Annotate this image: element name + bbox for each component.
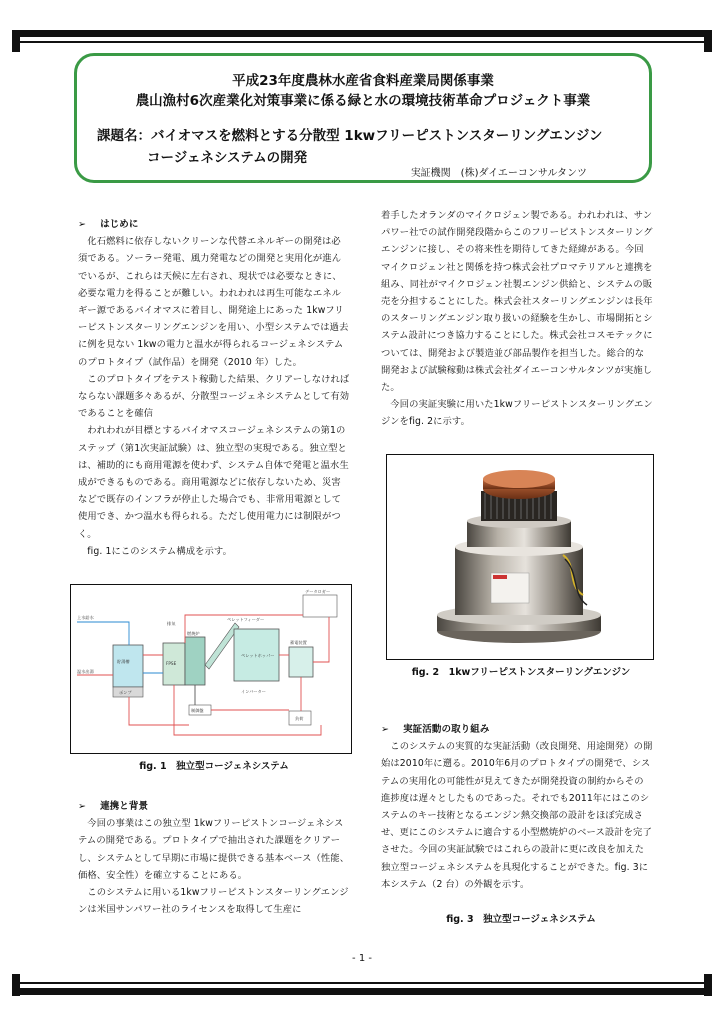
project-title: 農山漁村6次産業化対策事業に係る緑と水の環境技術革命プロジェクト事業 [135, 93, 591, 109]
paragraph: 着手したオランダのマイクロジェン製である。われわれは、サンパワー社での試作開発段階からこのフリーピストンスターリングエンジンに接し、その将来性を期待してきた経緯がある。今回マイクロジェン社と関係を持つ株式会社プロマテリアルと連携を組み、同社がマイクロジェン社製エンジン供給と、システムの販売を分担することにした。株式会社スターリングエンジンは長年のスターリングエンジン取り扱いの経験を生かし、市場開拓とシステム設計につき協力することにした。株式会社コスモテックについては、開発および製造並び部品製作を担当した。総合的な開発および試験稼動は株式会社ダイエーコンサルタンツが実施した。 [381, 210, 653, 394]
top-border-thin [12, 41, 712, 43]
monitor-label: データロガー [305, 589, 331, 594]
pump-label: ポンプ [119, 690, 132, 695]
inverter-label: インバーター [241, 689, 266, 694]
section-heading: ➢ 実証活動の取り組み [381, 724, 490, 735]
section-heading: ➢ 連携と背景 [78, 801, 149, 812]
arrow-icon: ➢ [78, 219, 87, 230]
arrow-icon: ➢ [381, 724, 390, 735]
subject-title-cont: コージェネシステムの開発 [147, 150, 308, 166]
top-border [12, 30, 712, 37]
figure-1-caption: fig. 1 独立型コージェネシステム [139, 761, 289, 772]
engine-photo [387, 455, 652, 658]
section-heading: ➢ はじめに [78, 219, 139, 230]
program-title: 平成23年度農林水産省食料産業局関係事業 [232, 73, 494, 89]
left-column-bottom [78, 798, 350, 918]
arrow-icon: ➢ [78, 801, 87, 812]
tank-label: 貯湯槽 [117, 659, 130, 664]
paragraph: fig. 1にこのシステム構成を示す。 [87, 545, 232, 557]
figure-2-photo [386, 454, 654, 660]
corner-mark [12, 30, 20, 52]
figure-2-caption: fig. 2 1kwフリーピストンスターリングエンジン [411, 667, 631, 678]
paragraph: このプロトタイプをテスト稼動した結果、クリアーしなければならない課題多々あるが、分散型コージェネシステムとして有効であることを確信 [78, 373, 350, 420]
paragraph: 今回の実証実験に用いた1kwフリーピストンスターリングエンジンをfig. 2に示す。 [381, 399, 653, 428]
left-column-top [78, 216, 350, 560]
corner-mark [704, 30, 712, 52]
furnace-label: 燃焼炉 [187, 631, 200, 636]
supply-label: 上水給水 [77, 615, 94, 620]
page-number: - 1 - [352, 953, 372, 964]
subject-title: 課題名：バイオマスを燃料とする分散型 1kwフリーピストンスターリングエンジン [97, 128, 603, 144]
control-label: 制御盤 [191, 708, 204, 713]
paragraph: われわれが目標とするバイオマスコージェネシステムの第1のステップ（第1次実証試験）は、独立型の実現である。独立型とは、補助的にも商用電源を使わず、システム自体で発電と温水生成ができるものである。商用電源などに依存しないため、災害などで既存のインフラが停止した場合でも、非常用電源として使用でき、かつ温水も得られる。ただし使用電力には制限がつく。 [78, 425, 349, 540]
title-box [74, 53, 652, 183]
system-diagram [71, 585, 350, 752]
engine-label: FPSE [166, 661, 177, 666]
load-label: 負荷 [295, 716, 304, 721]
battery-label: 蓄電装置 [290, 640, 307, 645]
pellet-feeder-label: ペレットフィーダー [227, 617, 265, 622]
figure-1-diagram [70, 584, 352, 754]
paragraph: 化石燃料に依存しないクリーンな代替エネルギーの開発は必須である。ソーラー発電、風力発電などの開発と実用化が進んでいるが、これらは天候に左右され、現状では必要なときに、必要な電力を得ることが難しい。われわれは再生可能なエネルギー源であるバイオマスに着目し、開発途上にあった 1kwフリーピストンスターリングエンジンを用い、小型システムでは過去に例を見ない 1kwの電力と温水が得られるコージェネシステムのプロトタイプ（試作品）を開発（2010 年）した。 [78, 236, 349, 368]
hopper-label: ペレットホッパー [241, 653, 275, 658]
right-column-top [381, 207, 653, 431]
hot-water-label: 温水出湯 [77, 669, 94, 674]
corner-mark [704, 974, 712, 996]
corner-mark [12, 974, 20, 996]
bottom-border [12, 988, 712, 995]
exhaust-label: 排気 [167, 621, 176, 626]
organization: 実証機関 (株)ダイエーコンサルタンツ [410, 168, 587, 179]
paragraph: このシステムの実質的な実証活動（改良開発、用途開発）の開始は2010年に遡る。2010年6月のプロトタイプの開発で、システムの実用化の可能性が見えてきたが開発投資の制約からその進捗度は遅々としたものであった。それでも2011年にはこのシステムのキー技術となるエンジン熱交換部の設計をほぼ完成させ、更にこのシステムに適合する小型燃焼炉のベース設計を完了させた。今回の実証試験ではこれらの設計に更に改良を加えた独立型コージェネシステムを具現化することができた。fig. 3に本システム（2 台）の外観を示す。 [381, 741, 653, 890]
paragraph: 今回の事業はこの独立型 1kwフリーピストンコージェネシステムの開発である。プロトタイプで抽出された課題をクリアーし、システムとして早期に市場に提供できる基本ベース（性能、価格、安全性）を確立することにある。 [78, 818, 350, 881]
figure-3-caption: fig. 3 独立型コージェネシステム [446, 914, 596, 925]
paragraph: このシステムに用いる1kwフリーピストンスターリングエンジンは米国サンパワー社のライセンスを取得して生産に [78, 887, 349, 916]
right-column-bottom [381, 721, 653, 893]
bottom-border-thin [12, 982, 712, 984]
